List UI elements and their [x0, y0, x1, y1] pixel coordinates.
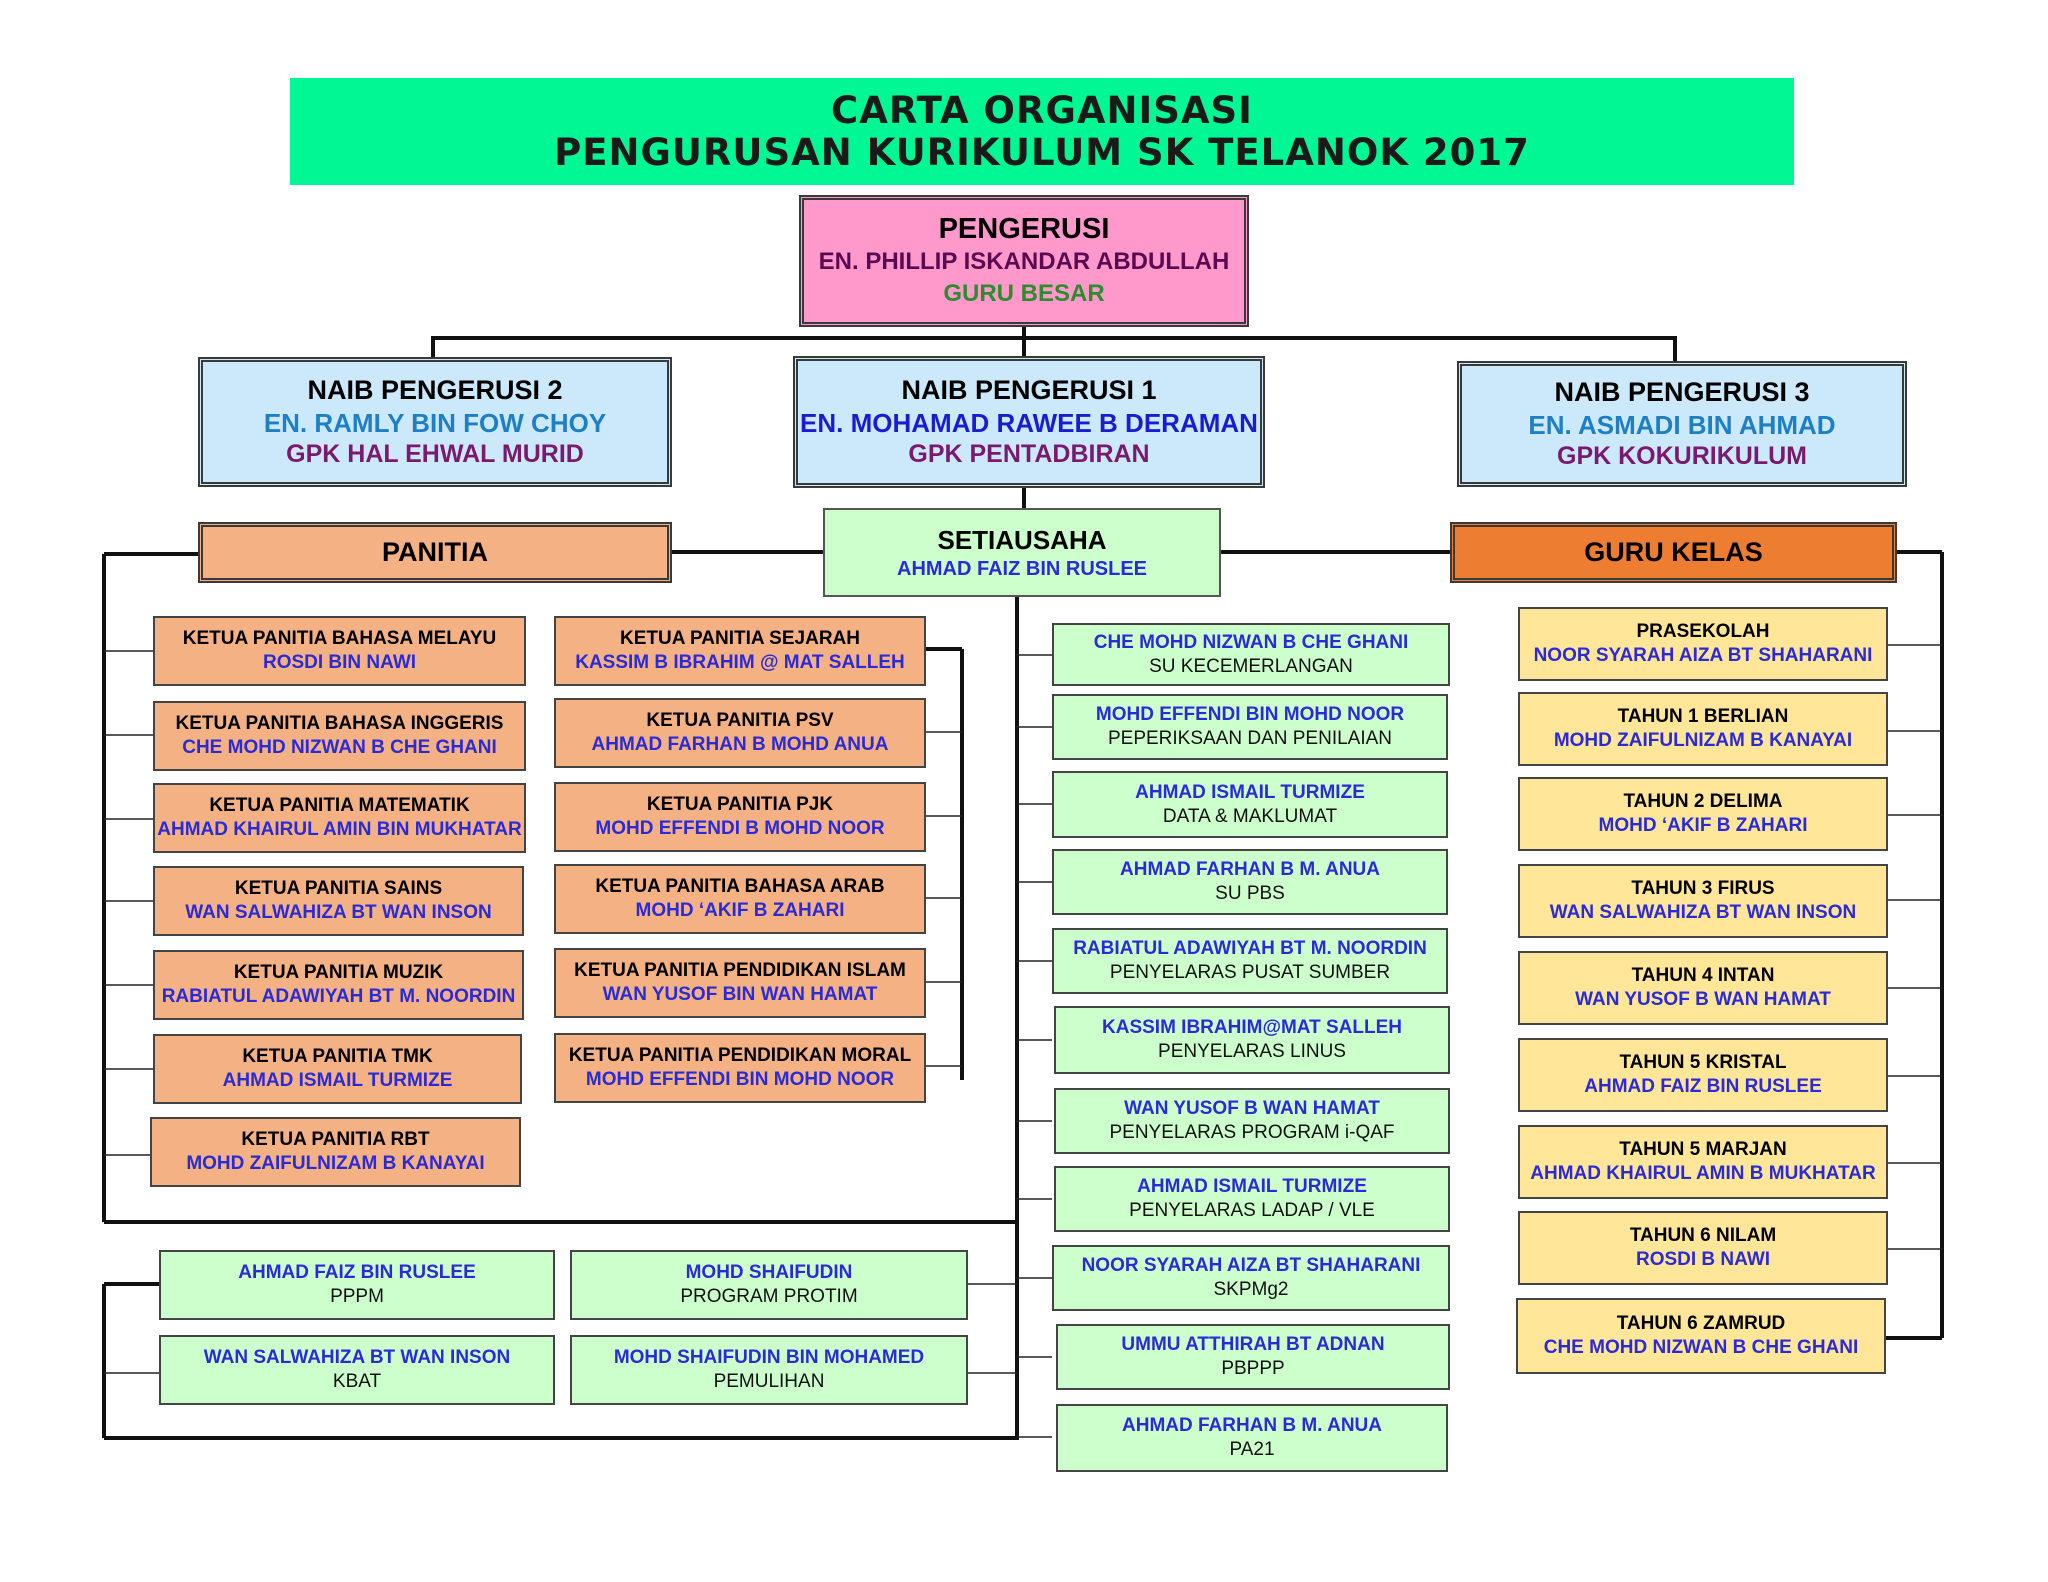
class-teacher-name: AHMAD KHAIRUL AMIN B MUKHATAR	[1530, 1163, 1876, 1184]
class-teacher-box	[1518, 777, 1888, 851]
unit-box	[1052, 771, 1448, 838]
panitia-box	[554, 698, 926, 768]
unit-box	[1052, 694, 1448, 760]
program-name: AHMAD FAIZ BIN RUSLEE	[238, 1262, 476, 1283]
class-teacher-box	[1518, 1125, 1888, 1199]
panitia-head-name: MOHD ZAIFULNIZAM B KANAYAI	[186, 1153, 485, 1174]
chair-box	[799, 195, 1249, 327]
unit-role: PENYELARAS PROGRAM i-QAF	[1109, 1122, 1395, 1143]
panitia-title: KETUA PANITIA PENDIDIKAN MORAL	[568, 1045, 912, 1066]
unit-box	[1052, 623, 1450, 686]
unit-box	[1054, 1088, 1450, 1154]
panitia-box	[153, 783, 526, 853]
program-box	[570, 1335, 968, 1405]
panitia-box	[153, 1034, 522, 1104]
panitia-head-name: MOHD EFFENDI BIN MOHD NOOR	[585, 1069, 895, 1090]
program-role: PEMULIHAN	[713, 1371, 825, 1392]
class-name: TAHUN 4 INTAN	[1631, 965, 1775, 986]
class-teacher-name: WAN SALWAHIZA BT WAN INSON	[1549, 902, 1857, 923]
vice-chair-2-name: EN. RAMLY BIN FOW CHOY	[263, 408, 607, 438]
panitia-title: KETUA PANITIA BAHASA MELAYU	[182, 628, 497, 649]
vice-chair-1-title: NAIB PENGERUSI 1	[901, 375, 1157, 405]
panitia-title: KETUA PANITIA RBT	[241, 1129, 430, 1150]
chart-title-line1: CARTA ORGANISASI	[831, 88, 1253, 132]
unit-role: PBPPP	[1221, 1358, 1285, 1379]
class-teacher-box	[1518, 1038, 1888, 1112]
secretary-name: AHMAD FAIZ BIN RUSLEE	[897, 558, 1147, 580]
class-teacher-box	[1518, 951, 1888, 1025]
panitia-box	[153, 866, 524, 936]
class-teacher-box	[1518, 1211, 1888, 1285]
class-teacher-box	[1518, 607, 1888, 681]
panitia-title: KETUA PANITIA PENDIDIKAN ISLAM	[574, 960, 906, 981]
program-name: WAN SALWAHIZA BT WAN INSON	[203, 1347, 511, 1368]
vice-chair-3-name: EN. ASMADI BIN AHMAD	[1528, 410, 1836, 440]
secretary-title: SETIAUSAHA	[937, 525, 1107, 555]
unit-role: PA21	[1229, 1439, 1275, 1460]
secretary-box	[823, 508, 1221, 597]
panitia-title: KETUA PANITIA BAHASA ARAB	[595, 876, 885, 897]
unit-name: AHMAD FARHAN B M. ANUA	[1122, 1415, 1382, 1436]
guru-kelas-header-label: GURU KELAS	[1584, 537, 1763, 567]
panitia-box	[554, 864, 926, 934]
panitia-title: KETUA PANITIA MUZIK	[233, 962, 444, 983]
unit-box	[1052, 849, 1448, 915]
vice-chair-2-title: NAIB PENGERUSI 2	[307, 375, 563, 405]
class-teacher-name: CHE MOHD NIZWAN B CHE GHANI	[1543, 1337, 1859, 1358]
class-name: TAHUN 3 FIRUS	[1631, 878, 1775, 899]
panitia-box	[554, 948, 926, 1018]
class-teacher-name: ROSDI B NAWI	[1635, 1249, 1771, 1270]
panitia-head-name: MOHD EFFENDI B MOHD NOOR	[595, 818, 885, 839]
unit-box	[1054, 1006, 1450, 1074]
panitia-header-label: PANITIA	[382, 537, 488, 567]
panitia-head-name: AHMAD ISMAIL TURMIZE	[222, 1070, 453, 1091]
class-teacher-box	[1516, 1298, 1886, 1374]
panitia-box	[153, 950, 524, 1020]
panitia-box	[150, 1117, 521, 1187]
unit-name: NOOR SYARAH AIZA BT SHAHARANI	[1081, 1255, 1421, 1276]
panitia-title: KETUA PANITIA BAHASA INGGERIS	[175, 713, 504, 734]
class-teacher-name: NOOR SYARAH AIZA BT SHAHARANI	[1533, 645, 1873, 666]
panitia-head-name: CHE MOHD NIZWAN B CHE GHANI	[182, 737, 497, 758]
chair-role: GURU BESAR	[943, 280, 1105, 307]
vice-chair-3-title: NAIB PENGERUSI 3	[1554, 377, 1810, 407]
unit-name: MOHD EFFENDI BIN MOHD NOOR	[1095, 704, 1405, 725]
unit-name: KASSIM IBRAHIM@MAT SALLEH	[1102, 1017, 1402, 1038]
unit-role: DATA & MAKLUMAT	[1162, 805, 1338, 827]
panitia-title: KETUA PANITIA SEJARAH	[620, 628, 860, 649]
class-teacher-box	[1518, 692, 1888, 766]
panitia-title: KETUA PANITIA MATEMATIK	[209, 795, 470, 816]
unit-box	[1052, 1245, 1450, 1311]
unit-box	[1052, 928, 1448, 994]
unit-name: CHE MOHD NIZWAN B CHE GHANI	[1093, 631, 1409, 653]
class-name: TAHUN 1 BERLIAN	[1617, 706, 1789, 727]
unit-box	[1056, 1404, 1448, 1472]
panitia-title: KETUA PANITIA TMK	[242, 1046, 433, 1067]
program-box	[159, 1250, 555, 1320]
unit-role: PENYELARAS LADAP / VLE	[1129, 1200, 1375, 1221]
unit-name: RABIATUL ADAWIYAH BT M. NOORDIN	[1073, 938, 1427, 959]
unit-name: AHMAD FARHAN B M. ANUA	[1120, 859, 1380, 880]
vice-chair-1-box	[793, 356, 1265, 488]
unit-role: PENYELARAS LINUS	[1158, 1041, 1346, 1062]
guru-kelas-header	[1450, 522, 1897, 583]
panitia-box	[554, 1033, 926, 1103]
unit-role: PEPERIKSAAN DAN PENILAIAN	[1107, 728, 1393, 749]
panitia-box	[554, 782, 926, 852]
panitia-box	[554, 616, 926, 686]
chart-title-line2: PENGURUSAN KURIKULUM SK TELANOK 2017	[554, 130, 1530, 174]
panitia-head-name: KASSIM B IBRAHIM @ MAT SALLEH	[575, 652, 905, 673]
panitia-box	[153, 616, 526, 686]
vice-chair-3-role: GPK KOKURIKULUM	[1557, 442, 1807, 470]
program-name: MOHD SHAIFUDIN	[685, 1262, 853, 1283]
panitia-header	[198, 522, 672, 583]
program-role: PROGRAM PROTIM	[680, 1286, 858, 1307]
vice-chair-3-box	[1457, 361, 1907, 487]
unit-role: SU PBS	[1215, 883, 1285, 904]
class-teacher-name: AHMAD FAIZ BIN RUSLEE	[1584, 1076, 1822, 1097]
unit-role: PENYELARAS PUSAT SUMBER	[1109, 962, 1391, 983]
class-name: TAHUN 5 MARJAN	[1619, 1139, 1787, 1160]
unit-name: AHMAD ISMAIL TURMIZE	[1137, 1176, 1367, 1197]
panitia-head-name: WAN YUSOF BIN WAN HAMAT	[602, 984, 878, 1005]
class-name: TAHUN 5 KRISTAL	[1619, 1052, 1787, 1073]
class-name: TAHUN 6 ZAMRUD	[1616, 1313, 1786, 1334]
vice-chair-1-name: EN. MOHAMAD RAWEE B DERAMAN	[800, 408, 1258, 438]
panitia-head-name: RABIATUL ADAWIYAH BT M. NOORDIN	[161, 986, 516, 1007]
vice-chair-2-role: GPK HAL EHWAL MURID	[286, 440, 584, 468]
class-teacher-name: WAN YUSOF B WAN HAMAT	[1575, 989, 1831, 1010]
class-name: PRASEKOLAH	[1636, 621, 1770, 642]
vice-chair-2-box	[198, 357, 672, 487]
class-teacher-name: MOHD ‘AKIF B ZAHARI	[1598, 815, 1808, 836]
chair-name: EN. PHILLIP ISKANDAR ABDULLAH	[818, 248, 1230, 275]
panitia-head-name: MOHD ‘AKIF B ZAHARI	[635, 900, 845, 921]
program-role: KBAT	[332, 1371, 382, 1392]
program-box	[570, 1250, 968, 1320]
program-name: MOHD SHAIFUDIN BIN MOHAMED	[613, 1347, 925, 1368]
panitia-head-name: ROSDI BIN NAWI	[262, 652, 417, 673]
unit-role: SKPMg2	[1213, 1279, 1289, 1300]
panitia-head-name: WAN SALWAHIZA BT WAN INSON	[185, 902, 492, 923]
panitia-title: KETUA PANITIA PJK	[646, 794, 834, 815]
panitia-title: KETUA PANITIA SAINS	[234, 878, 443, 899]
title-banner	[290, 78, 1794, 185]
panitia-box	[153, 701, 526, 771]
panitia-title: KETUA PANITIA PSV	[646, 710, 834, 731]
panitia-head-name: AHMAD KHAIRUL AMIN BIN MUKHATAR	[157, 819, 522, 840]
class-name: TAHUN 6 NILAM	[1629, 1225, 1777, 1246]
program-box	[159, 1335, 555, 1405]
class-name: TAHUN 2 DELIMA	[1623, 791, 1783, 812]
vice-chair-1-role: GPK PENTADBIRAN	[908, 440, 1150, 468]
chair-title: PENGERUSI	[938, 213, 1110, 245]
panitia-head-name: AHMAD FARHAN B MOHD ANUA	[591, 734, 889, 755]
unit-box	[1056, 1324, 1450, 1390]
unit-name: WAN YUSOF B WAN HAMAT	[1124, 1098, 1380, 1119]
program-role: PPPM	[330, 1286, 384, 1307]
unit-name: UMMU ATTHIRAH BT ADNAN	[1121, 1334, 1385, 1355]
class-teacher-box	[1518, 864, 1888, 938]
unit-role: SU KECEMERLANGAN	[1149, 655, 1353, 677]
unit-name: AHMAD ISMAIL TURMIZE	[1135, 781, 1365, 803]
unit-box	[1054, 1166, 1450, 1232]
class-teacher-name: MOHD ZAIFULNIZAM B KANAYAI	[1553, 730, 1853, 751]
